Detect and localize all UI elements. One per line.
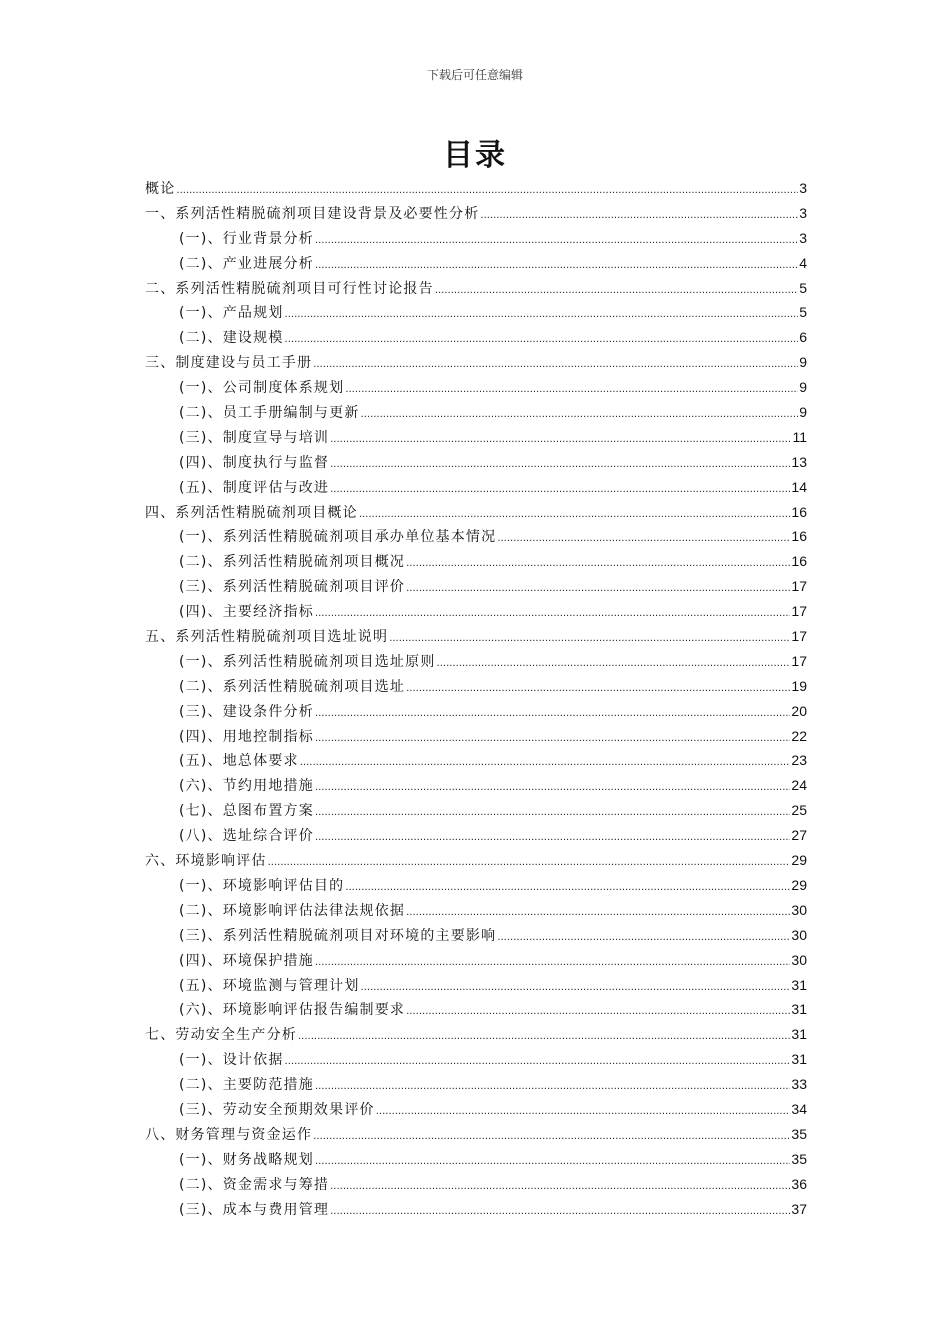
toc-entry[interactable]	[145, 1147, 807, 1172]
toc-entry[interactable]	[145, 375, 807, 400]
toc-entry-label: 三、制度建设与员工手册	[145, 355, 313, 372]
toc-entry-page-number: 17	[791, 578, 807, 595]
toc-entry-page-number: 5	[799, 279, 807, 296]
toc-entry[interactable]	[145, 450, 807, 475]
toc-entry-label: (四)、主要经济指标	[179, 604, 314, 621]
toc-entry-label: (一)、公司制度体系规划	[179, 380, 345, 397]
toc-entry-label: (一)、财务战略规划	[179, 1151, 314, 1168]
toc-entry[interactable]	[145, 176, 807, 201]
toc-entry-page-number: 30	[791, 951, 807, 968]
toc-dot-leader	[315, 776, 790, 801]
toc-dot-leader	[285, 328, 799, 353]
toc-dot-leader	[359, 503, 791, 528]
toc-entry[interactable]	[145, 500, 807, 525]
toc-entry-label: 二、系列活性精脱硫剂项目可行性讨论报告	[145, 280, 434, 297]
toc-entry-page-number: 16	[791, 503, 807, 520]
toc-dot-leader	[300, 751, 791, 776]
toc-entry[interactable]	[145, 997, 807, 1022]
toc-dot-leader	[435, 279, 798, 304]
toc-entry-page-number: 30	[791, 901, 807, 918]
toc-entry-page-number: 31	[791, 1026, 807, 1043]
toc-entry[interactable]	[145, 400, 807, 425]
toc-entry-page-number: 9	[799, 354, 807, 371]
toc-entry-page-number: 31	[791, 976, 807, 993]
toc-entry-label: (三)、制度宣导与培训	[179, 429, 330, 446]
toc-dot-leader	[315, 826, 790, 851]
toc-entry-page-number: 31	[791, 1051, 807, 1068]
toc-entry-page-number: 34	[791, 1100, 807, 1117]
toc-entry-label: (七)、总图布置方案	[179, 803, 314, 820]
toc-entry-page-number: 17	[791, 603, 807, 620]
toc-entry-page-number: 16	[791, 553, 807, 570]
page-header-note: 下载后可任意编辑	[426, 68, 523, 82]
toc-dot-leader	[389, 627, 790, 652]
toc-entry[interactable]	[145, 674, 807, 699]
toc-dot-leader	[406, 552, 790, 577]
toc-entry-label: (二)、员工手册编制与更新	[179, 405, 360, 422]
toc-entry-page-number: 22	[791, 727, 807, 744]
toc-entry-label: (八)、选址综合评价	[179, 828, 314, 845]
toc-entry-page-number: 13	[791, 453, 807, 470]
toc-entry[interactable]	[145, 649, 807, 674]
toc-dot-leader	[315, 727, 790, 752]
toc-entry-label: 五、系列活性精脱硫剂项目选址说明	[145, 629, 389, 646]
toc-entry-label: (二)、系列活性精脱硫剂项目选址	[179, 678, 406, 695]
toc-entry-page-number: 30	[791, 926, 807, 943]
toc-entry-label: (四)、环境保护措施	[179, 952, 314, 969]
toc-entry-page-number: 27	[791, 827, 807, 844]
toc-dot-leader	[268, 851, 791, 876]
toc-entry[interactable]	[145, 300, 807, 325]
toc-dot-leader	[406, 901, 790, 926]
toc-dot-leader	[330, 1200, 790, 1225]
toc-entry[interactable]	[145, 1047, 807, 1072]
toc-entry-label: (二)、产业进展分析	[179, 255, 314, 272]
toc-dot-leader	[315, 702, 790, 727]
toc-entry-page-number: 31	[791, 1001, 807, 1018]
toc-entry-label: 一、系列活性精脱硫剂项目建设背景及必要性分析	[145, 205, 480, 222]
toc-entry[interactable]	[145, 524, 807, 549]
toc-entry-label: (二)、主要防范措施	[179, 1077, 314, 1094]
toc-entry[interactable]	[145, 724, 807, 749]
toc-entry-label: 六、环境影响评估	[145, 853, 267, 870]
toc-entry[interactable]	[145, 773, 807, 798]
toc-entry-page-number: 35	[791, 1150, 807, 1167]
toc-entry-page-number: 9	[799, 379, 807, 396]
toc-dot-leader	[313, 1125, 790, 1150]
toc-dot-leader	[376, 1100, 791, 1125]
toc-dot-leader	[437, 652, 791, 677]
toc-entry-label: (一)、环境影响评估目的	[179, 877, 345, 894]
toc-dot-leader	[345, 876, 790, 901]
toc-entry-page-number: 25	[791, 802, 807, 819]
toc-entry[interactable]	[145, 873, 807, 898]
toc-entry[interactable]	[145, 1122, 807, 1147]
toc-entry-label: (三)、系列活性精脱硫剂项目评价	[179, 579, 406, 596]
toc-dot-leader	[330, 478, 790, 503]
toc-entry-page-number: 5	[799, 304, 807, 321]
toc-dot-leader	[285, 303, 799, 328]
toc-entry-page-number: 19	[791, 677, 807, 694]
toc-entry-label: (二)、环境影响评估法律法规依据	[179, 902, 406, 919]
toc-entry-page-number: 33	[791, 1076, 807, 1093]
toc-entry[interactable]	[145, 350, 807, 375]
toc-entry[interactable]	[145, 1022, 807, 1047]
toc-entry-label: (二)、系列活性精脱硫剂项目概况	[179, 554, 406, 571]
toc-entry[interactable]	[145, 948, 807, 973]
toc-entry[interactable]	[145, 549, 807, 574]
toc-entry-label: (四)、用地控制指标	[179, 728, 314, 745]
toc-entry[interactable]	[145, 425, 807, 450]
toc-entry[interactable]	[145, 973, 807, 998]
toc-entry[interactable]	[145, 1197, 807, 1222]
toc-entry[interactable]	[145, 1072, 807, 1097]
toc-entry-label: (三)、劳动安全预期效果评价	[179, 1101, 375, 1118]
toc-entry-label: (三)、成本与费用管理	[179, 1201, 330, 1218]
toc-entry-page-number: 16	[791, 528, 807, 545]
toc-entry-label: (五)、制度评估与改进	[179, 479, 330, 496]
toc-entry-page-number: 9	[799, 404, 807, 421]
toc-dot-leader	[330, 428, 791, 453]
toc-dot-leader	[315, 801, 790, 826]
toc-entry-page-number: 35	[791, 1125, 807, 1142]
toc-entry[interactable]	[145, 823, 807, 848]
toc-entry-page-number: 11	[792, 428, 807, 445]
toc-entry-label: (六)、环境影响评估报告编制要求	[179, 1002, 406, 1019]
toc-dot-leader	[313, 353, 798, 378]
toc-entry[interactable]	[145, 923, 807, 948]
toc-entry[interactable]	[145, 325, 807, 350]
toc-dot-leader	[298, 1025, 790, 1050]
toc-dot-leader	[315, 1150, 790, 1175]
toc-entry-label: 四、系列活性精脱硫剂项目概论	[145, 504, 358, 521]
toc-entry-label: (二)、资金需求与筹措	[179, 1176, 330, 1193]
toc-entry[interactable]	[145, 276, 807, 301]
toc-entry[interactable]	[145, 201, 807, 226]
toc-entry-page-number: 29	[791, 852, 807, 869]
toc-entry[interactable]	[145, 599, 807, 624]
toc-entry-page-number: 6	[799, 329, 807, 346]
toc-dot-leader	[315, 951, 790, 976]
toc-entry-page-number: 3	[799, 180, 807, 196]
toc-entry-label: (一)、系列活性精脱硫剂项目承办单位基本情况	[179, 529, 497, 546]
toc-dot-leader	[406, 677, 790, 702]
toc-dot-leader	[497, 926, 790, 951]
toc-dot-leader	[497, 527, 790, 552]
toc-entry-page-number: 17	[791, 652, 807, 669]
toc-entry[interactable]	[145, 251, 807, 276]
toc-dot-leader	[345, 378, 798, 403]
toc-entry[interactable]	[145, 624, 807, 649]
toc-dot-leader	[361, 403, 799, 428]
toc-dot-leader	[315, 229, 798, 254]
toc-entry-label: (六)、节约用地措施	[179, 778, 314, 795]
toc-entry-page-number: 37	[791, 1200, 807, 1217]
toc-entry-page-number: 4	[799, 254, 807, 271]
toc-entry-page-number: 24	[791, 777, 807, 794]
toc-dot-leader	[330, 453, 790, 478]
toc-dot-leader	[330, 1175, 790, 1200]
table-of-contents	[145, 176, 807, 1221]
toc-entry-label: (五)、环境监测与管理计划	[179, 977, 360, 994]
toc-entry-page-number: 36	[791, 1175, 807, 1192]
toc-dot-leader	[480, 204, 798, 229]
toc-entry-label: (一)、产品规划	[179, 305, 284, 322]
toc-entry-label: (一)、设计依据	[179, 1052, 284, 1069]
toc-entry-label: (一)、系列活性精脱硫剂项目选址原则	[179, 653, 436, 670]
toc-dot-leader	[315, 1075, 790, 1100]
toc-entry[interactable]	[145, 848, 807, 873]
toc-entry-label: 七、劳动安全生产分析	[145, 1027, 297, 1044]
toc-entry[interactable]	[145, 748, 807, 773]
toc-entry-label: 八、财务管理与资金运作	[145, 1126, 313, 1143]
toc-entry-label: (四)、制度执行与监督	[179, 454, 330, 471]
toc-entry-page-number: 17	[791, 628, 807, 645]
toc-entry[interactable]	[145, 574, 807, 599]
toc-entry-label: (三)、建设条件分析	[179, 703, 314, 720]
toc-entry-label: (二)、建设规模	[179, 330, 284, 347]
toc-entry[interactable]	[145, 1097, 807, 1122]
toc-entry[interactable]	[145, 226, 807, 251]
page-title: 目录	[443, 138, 507, 173]
toc-dot-leader	[315, 254, 798, 279]
toc-entry-page-number: 20	[791, 702, 807, 719]
toc-dot-leader	[176, 179, 798, 204]
toc-entry-page-number: 3	[799, 204, 807, 221]
toc-entry-page-number: 23	[791, 752, 807, 769]
toc-entry-label: 概论	[145, 181, 176, 197]
toc-entry-page-number: 29	[791, 876, 807, 893]
toc-entry-page-number: 3	[799, 229, 807, 246]
toc-entry-label: (一)、行业背景分析	[179, 230, 314, 247]
toc-entry-label: (五)、地总体要求	[179, 753, 299, 770]
toc-entry-label: (三)、系列活性精脱硫剂项目对环境的主要影响	[179, 927, 497, 944]
toc-dot-leader	[315, 602, 790, 627]
toc-dot-leader	[361, 976, 791, 1001]
toc-entry[interactable]	[145, 798, 807, 823]
toc-dot-leader	[285, 1050, 791, 1075]
toc-entry[interactable]	[145, 699, 807, 724]
toc-entry[interactable]	[145, 475, 807, 500]
toc-entry[interactable]	[145, 1172, 807, 1197]
toc-entry-page-number: 14	[791, 478, 807, 495]
toc-dot-leader	[406, 1000, 790, 1025]
toc-dot-leader	[406, 577, 790, 602]
toc-entry[interactable]	[145, 898, 807, 923]
